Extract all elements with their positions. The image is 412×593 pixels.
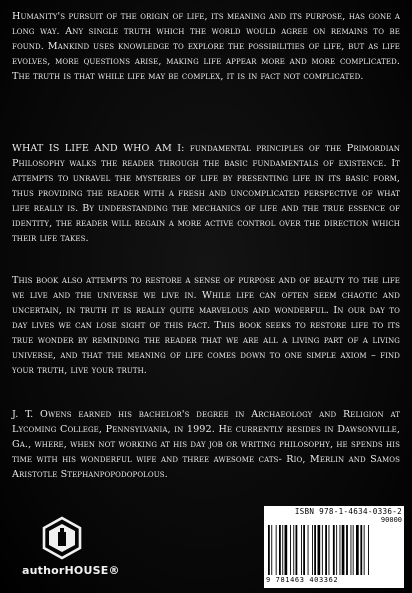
ean-digits: 9 781463 403362 (266, 576, 339, 584)
barcode-bar (340, 525, 341, 575)
barcode-bar (293, 525, 294, 575)
barcode-bar (301, 525, 302, 575)
barcode-bar (342, 525, 345, 575)
barcode-bar (351, 525, 352, 575)
barcode-bar (368, 525, 369, 575)
book-description-paragraph: WHAT IS LIFE AND WHO AM I: fundamental principles of the Primordian Philosophy walks the reader through the basic fundamentals of existence. It attempts to unravel the mysteries of life by presenting life in its basic form, thus providing the reader with a fresh and uncomplicated perspective of what life really is. By understanding the mechanics of life and the true essence of identity, the reader will regain a more active control over the direction which their life takes. (12, 143, 400, 244)
barcode-bar (290, 525, 291, 575)
barcode-bar (282, 525, 283, 575)
author-bio-paragraph: J. T. Owens earned his bachelor's degree in Archaeology and Religion at Lycoming College, Pennsylvania, in 1992. He currently resides in Dawsonville, Ga., where, when not working at his day job or writing philosophy, he spends his time with his wonderful wife and three awesome cats- Rio, Merlin and Samos Aristotle Stephanpopodopolous. (12, 409, 400, 480)
publisher-name: authorHOUSE® (22, 564, 120, 577)
barcode-bar (296, 525, 298, 575)
barcode-bar (303, 525, 305, 575)
barcode-bar (322, 525, 323, 575)
barcode-bar (314, 525, 316, 575)
barcode-bar (279, 525, 281, 575)
purpose-paragraph: This book also attempts to restore a sense of purpose and of beauty to the life we live and the universe we live in. While life can often seem chaotic and uncertain, in truth it is really quite marvelous and wonderful. In our day to day lives we can lose sight of this fact. This book seeks to restore life to its true wonder by reminding the reader that we are all a living part of a living universe, and that the meaning of life comes down to one simple axiom – find your truth, live your truth. (12, 275, 400, 376)
barcode-bar (329, 525, 330, 575)
barcode-bar (268, 525, 270, 575)
barcode-bar (308, 525, 309, 575)
publisher-logo (22, 516, 120, 582)
price-code: 90000 (380, 516, 402, 524)
isbn-label: ISBN 978-1-4634-0336-2 (294, 507, 402, 516)
barcode-bar (325, 525, 327, 575)
isbn-barcode (264, 506, 404, 588)
barcode-bar (276, 525, 277, 575)
barcode-bar (353, 525, 354, 575)
barcode-bar (336, 525, 337, 575)
barcode-bar (346, 525, 348, 575)
intro-paragraph: Humanity's pursuit of the origin of life, its meaning and its purpose, has gone a long way. Any single truth which the world would agree on remains to be found. Mankind uses knowledge to explore the possibilities of life, but as life evolves, more questions arise, making life appear more and more complicated. The truth is that while life may be complex, it is in fact not complicated. (12, 11, 400, 82)
barcode-bar (318, 525, 321, 575)
barcode-bars (268, 525, 400, 575)
barcode-bar (312, 525, 313, 575)
barcode-bar (285, 525, 288, 575)
barcode-bar (360, 525, 362, 575)
barcode-bar (333, 525, 335, 575)
barcode-bar (364, 525, 365, 575)
barcode-bar (271, 525, 272, 575)
barcode-bar (356, 525, 359, 575)
publisher-logo-icon (40, 516, 84, 560)
